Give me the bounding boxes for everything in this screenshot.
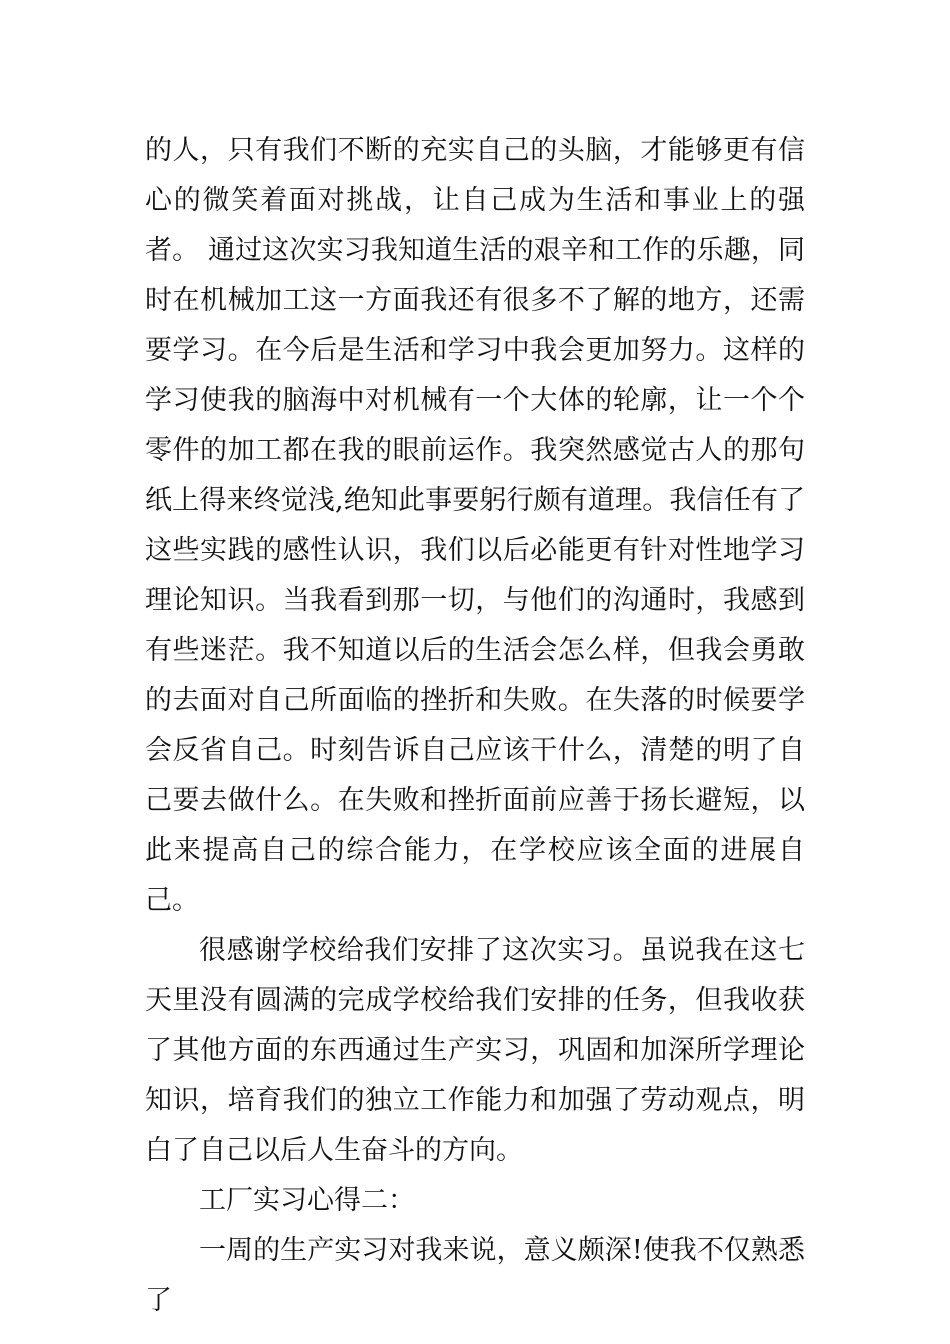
- document-body: [145, 126, 805, 1326]
- paragraph-continuation: 的人，只有我们不断的充实自己的头脑，才能够更有信心的微笑着面对挑战，让自己成为生活和事业上的强者。 通过这次实习我知道生活的艰辛和工作的乐趣，同时在机械加工这一方面我还有很多不了解的地方，还需要学习。在今后是生活和学习中我会更加努力。这样的学习使我的脑海中对机械有一个大体的轮廓，让一个个零件的加工都在我的眼前运作。我突然感觉古人的那句纸上得来终觉浅,绝知此事要躬行颇有道理。我信任有了这些实践的感性认识，我们以后必能更有针对性地学习理论知识。当我看到那一切，与他们的沟通时，我感到有些迷茫。我不知道以后的生活会怎么样，但我会勇敢的去面对自己所面临的挫折和失败。在失落的时候要学会反省自己。时刻告诉自己应该干什么，清楚的明了自己要去做什么。在失败和挫折面前应善于扬长避短，以此来提高自己的综合能力，在学校应该全面的进展自己。: [145, 135, 805, 916]
- paragraph-intro: 一周的生产实习对我来说，意义颇深!使我不仅熟悉了: [145, 1235, 805, 1316]
- section-heading: 工厂实习心得二：: [199, 1185, 415, 1216]
- paragraph-thanks: 很感谢学校给我们安排了这次实习。虽说我在这七天里没有圆满的完成学校给我们安排的任务，但我收获了其他方面的东西通过生产实习，巩固和加深所学理论知识，培育我们的独立工作能力和加强了劳动观点，明白了自己以后人生奋斗的方向。: [145, 935, 805, 1166]
